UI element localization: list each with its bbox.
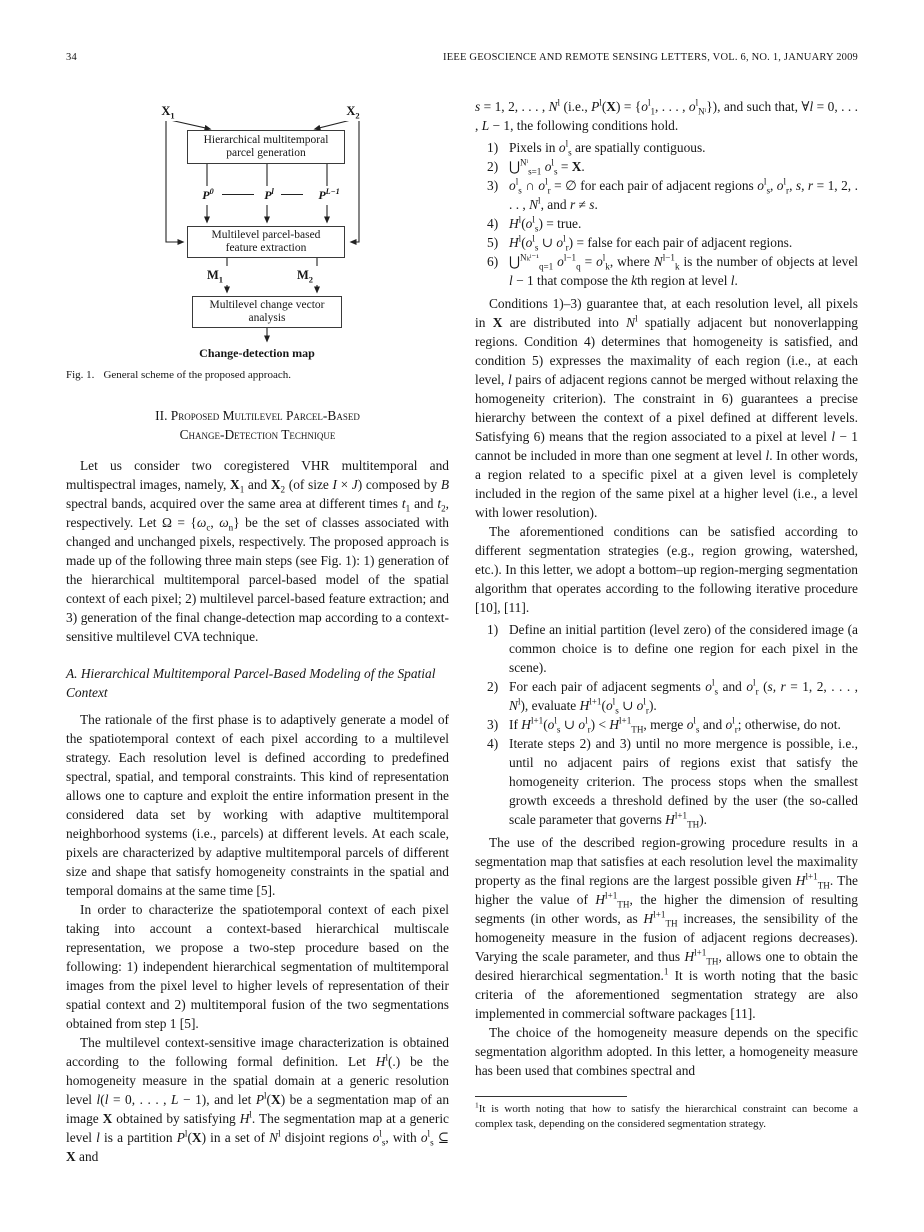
connector-dash — [222, 194, 254, 195]
procedure-text: If $H^{l+1}(o^l_s$ ∪ $o^l_r) < H^{l+1}_{TH}$, merge $o^l_s$ and $o^l_r$; otherwise, do not. — [509, 715, 841, 735]
feature-extraction-box-line2: feature extraction — [225, 242, 307, 254]
right-column — [475, 97, 858, 1131]
section-heading-line2: Change-Detection Technique — [179, 427, 336, 442]
label-pl: $P^l$ — [257, 186, 281, 205]
subsection-a-heading: A. Hierarchical Multitemporal Parcel-Based Modeling of the Spatial Context — [66, 666, 436, 700]
condition-item-3 — [487, 176, 858, 214]
paragraph-homogeneity-choice: The choice of the homogeneity measure depends on the specific segmentation algorithm adopted. In this letter, a homogeneity measure has been used that combines spectral and — [475, 1025, 858, 1078]
parcel-generation-box-line2: parcel generation — [226, 147, 306, 159]
procedure-number: 3) — [487, 717, 499, 732]
procedure-text: Iterate steps 2) and 3) until no more mergence is possible, i.e., until no adjacent pairs of regions exist that satisfy the homogeneity criterion. The process stops when the smallest growth exceeds a threshold defined by the user (the so-called scale parameter that governs $H^{l+1}_{TH}$). — [509, 736, 858, 830]
change-vector-analysis-box — [192, 296, 342, 328]
label-x1: $X_1$ — [154, 102, 182, 121]
footnote-text: $^1$It is worth noting that how to satisfy the hierarchical constraint can become a complex task, depending on the considered segmentation strategy. — [475, 1100, 858, 1130]
label-x2: $X_2$ — [339, 102, 367, 121]
procedure-item-1 — [487, 620, 858, 677]
condition-number: 4) — [487, 216, 499, 231]
feature-extraction-box — [187, 226, 345, 258]
footnote-rule — [475, 1096, 627, 1097]
condition-number: 6) — [487, 254, 499, 269]
condition-item-6 — [487, 252, 858, 290]
condition-text: $H^l(o^l_s)$ = true. — [509, 214, 582, 234]
label-pL-1: $P^{L-1}$ — [305, 186, 353, 205]
change-detection-map-label: Change-detection map — [199, 346, 315, 360]
procedure-number: 1) — [487, 622, 499, 637]
condition-number: 2) — [487, 159, 499, 174]
feature-extraction-box-line1: Multilevel parcel-based — [211, 228, 321, 241]
procedure-number: 2) — [487, 679, 499, 694]
condition-text: ⋃$^{Nˡ}_{s=1}$ $o^l_s = X$. — [509, 157, 585, 177]
paragraph-rationale: The rationale of the first phase is to adaptively generate a model of the spatiotemporal context of each pixel according to a multilevel strategy. Each resolution level is defined according to predefined spectral, spatial, and temporal constraints. This kind of representation allows one to capture and exploit the entire information present in the considered data set by working with adaptive multitemporal neighborhood systems (i.e., parcels) at different levels. At each scale, pixels are characterized by adaptive multitemporal parcels of different size and shape that satisfy homogeneity constraints in the spatial and temporal domains at the same time [5]. — [66, 712, 449, 898]
paragraph-continuation: s = 1, 2, . . . , $N^l$ (i.e., $P^l(X) = \{o^l_1$, . . . , $o^l_{Nˡ}$}), and such that, ∀l = 0, . . . , L − 1, the following conditions hold. — [475, 97, 858, 133]
connector-dash — [281, 194, 303, 195]
paragraph-conditions: Conditions 1)–3) guarantee that, at each resolution level, all pixels in X are distributed into $N^l$ spatially adjacent but nonoverlapping regions. Condition 4) determines that homogeneity is satisfied, and condition 5) expresses the maximality of each region (i.e., at each level, l pairs of adjacent regions cannot be merged without relaxing the homogeneity criterion). The constraint in 6) guarantees a precise hierarchy between the context of a pixel defined at different levels. Satisfying 6) means that the region associated to a pixel at level l − 1 cannot be included in more than one segment at level l. In other words, a region related to a specific pixel at a given level is completely included in the region of the same pixel at a higher level (i.e., a level with lower resolution). — [475, 296, 859, 520]
label-p0: $P^0$ — [195, 186, 221, 205]
left-column — [66, 100, 449, 1166]
paragraph-formal-definition: The multilevel context-sensitive image characterization is obtained according to the following formal definition. Let $H^l(.)$ be the homogeneity measure in the spatial domain at a generic resolution level l(l = 0, . . . , L − 1), and let $P^l(X)$ be a segmentation map of an image X obtained by satisfying $H^l$. The segmentation map at a generic level l is a partition $P^l(X)$ in a set of $N^l$ disjoint regions $o^l_s$, with $o^l_s$ ⊆ X and — [66, 1035, 450, 1164]
figure-1 — [66, 100, 449, 382]
page-header — [66, 52, 858, 68]
parcel-generation-box — [187, 130, 345, 164]
cva-box-line2: analysis — [248, 312, 286, 324]
condition-text: Pixels in $o^l_s$ are spatially contiguous. — [509, 138, 706, 158]
figure-caption-label: Fig. 1. — [66, 369, 95, 381]
procedure-number: 4) — [487, 736, 499, 751]
label-m2: $M_2$ — [292, 266, 318, 285]
condition-text: $o^l_s$ ∩ $o^l_r$ = ∅ for each pair of adjacent regions $o^l_s$, $o^l_r$, s, r = 1, 2, . . . , $N^l$, and r ≠ s. — [509, 176, 858, 212]
paragraph-two-step: In order to characterize the spatiotemporal context of each pixel taking into account a context-based hierarchical multiscale representation, we propose a two-step procedure based on the following: 1) independent hierarchical segmentation of multitemporal images from the pixel level to higher levels of representation of their spatial context and 2) multitemporal fusion of the two segmentations obtained from step 1 [5]. — [66, 902, 449, 1031]
procedure-item-4 — [487, 734, 858, 829]
section-heading-line1: II. Proposed Multilevel Parcel-Based — [155, 408, 360, 423]
procedure-list — [475, 620, 858, 829]
paragraph-intro: Let us consider two coregistered VHR multitemporal and multispectral images, namely, $X_1$ and $X_2$ (of size I × J) composed by B spectral bands, acquired over the same area at different times $t_1$ and $t_2$, respectively. Let $\Omega = \{\omega_c$, $\omega_n$} be the set of classes associated with changed and unchanged pixels, respectively. The proposed approach is made up of the following three main steps (see Fig. 1): 1) generation of the hierarchical multitemporal parcel-based model of the spatial context of each pixel; 2) multilevel parcel-based feature extraction; and 3) generation of the final change-detection map according to a context-sensitive multilevel CVA technique. — [66, 458, 450, 644]
condition-item-1 — [487, 138, 858, 157]
procedure-text: Define an initial partition (level zero) of the considered image (a common choice is to define one region for each pixel in the scene). — [509, 622, 858, 675]
condition-text: ⋃$^{N_kˡ^{-1}}_{q=1}$ $o^{l-1}_q = o^l_k$, where $N^{l-1}_k$ is the number of objects at level l − 1 that compose the kth region at level l. — [509, 252, 858, 288]
footnote — [475, 1096, 858, 1131]
cva-box-line1: Multilevel change vector — [209, 298, 325, 311]
condition-number: 5) — [487, 235, 499, 250]
condition-number: 1) — [487, 140, 499, 155]
journal-title: IEEE GEOSCIENCE AND REMOTE SENSING LETTERS, VOL. 6, NO. 1, JANUARY 2009 — [443, 52, 858, 63]
flowchart-diagram — [66, 100, 448, 358]
condition-item-2 — [487, 157, 858, 176]
page-number: 34 — [66, 52, 77, 63]
condition-number: 3) — [487, 178, 499, 193]
condition-item-5 — [487, 233, 858, 252]
conditions-list — [475, 138, 858, 290]
figure-caption-text: General scheme of the proposed approach. — [103, 369, 291, 381]
condition-text: $H^l(o^l_s$ ∪ $o^l_r$) = false for each pair of adjacent regions. — [509, 233, 793, 253]
paragraph-region-growing: The use of the described region-growing procedure results in a segmentation map that satisfies at each resolution level the maximality property as the final regions are the largest possible given $H^{l+1}_{TH}$. The higher the value of $H^{l+1}_{TH}$, the higher the dimension of resulting segments (in other words, as $H^{l+1}_{TH}$ increases, the sensibility of the homogeneity measure in the fusion of adjacent regions decreases). Varying the scale parameter, and thus $H^{l+1}_{TH}$, allows one to obtain the desired hierarchical segmentation.$^1$ It is worth noting that the basic criteria of the aforementioned segmentation strategy are also implemented in commercial software packages [11]. — [475, 835, 858, 1021]
procedure-item-2 — [487, 677, 858, 715]
figure-caption — [66, 368, 449, 382]
label-m1: $M_1$ — [202, 266, 228, 285]
section-ii-heading — [66, 406, 449, 444]
procedure-text: For each pair of adjacent segments $o^l_s$ and $o^l_r$ (s, r = 1, 2, . . . , $N^l$), evaluate $H^{l+1}(o^l_s$ ∪ $o^l_r$). — [509, 677, 858, 716]
paragraph-strategies: The aforementioned conditions can be satisfied according to different segmentation strategies (e.g., region growing, watershed, etc.). In this letter, we adopt a bottom–up region-merging segmentation algorithm that operates according to the following iterative procedure [10], [11]. — [475, 524, 858, 615]
parcel-generation-box-line1: Hierarchical multitemporal — [203, 133, 329, 146]
procedure-item-3 — [487, 715, 858, 734]
condition-item-4 — [487, 214, 858, 233]
